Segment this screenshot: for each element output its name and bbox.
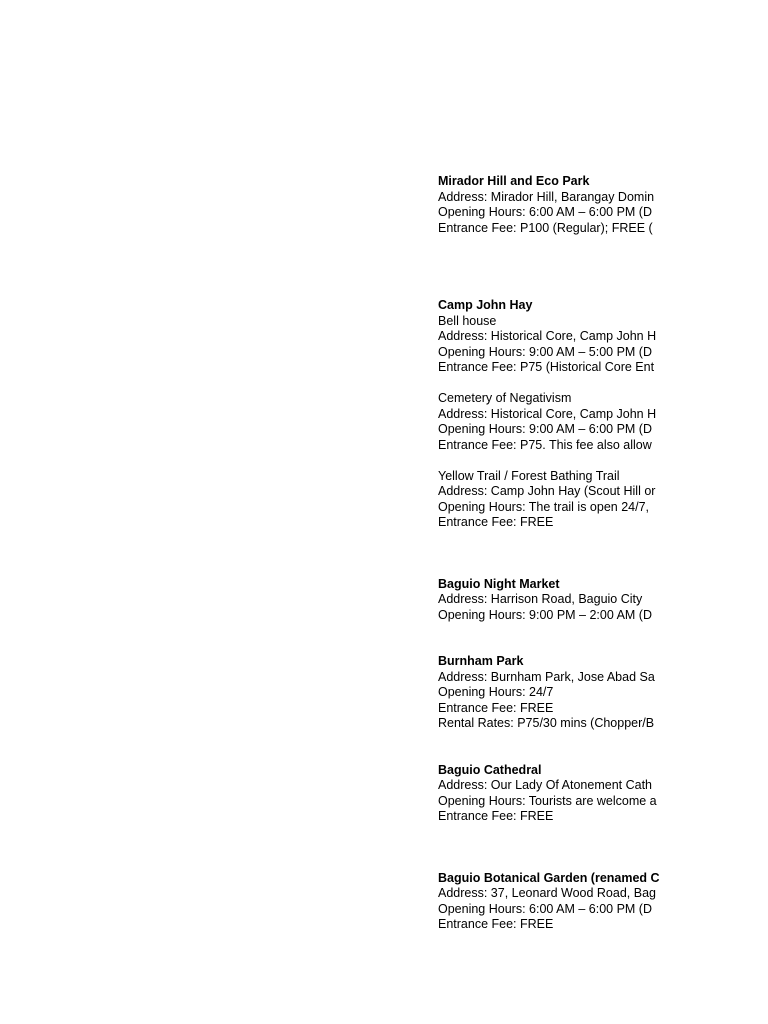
cemetery-hours: Opening Hours: 9:00 AM – 6:00 PM (D <box>438 422 652 436</box>
botanical-hours: Opening Hours: 6:00 AM – 6:00 PM (D <box>438 901 652 916</box>
cemetery-name: Cemetery of Negativism <box>438 391 572 405</box>
burnham-fee: Entrance Fee: FREE <box>438 700 554 715</box>
botanical-address: Address: 37, Leonard Wood Road, Bag <box>438 886 656 900</box>
burnham-address: Address: Burnham Park, Jose Abad Sa <box>438 669 655 684</box>
cathedral-hours: Opening Hours: Tourists are welcome a <box>438 793 657 808</box>
trail-address: Address: Camp John Hay (Scout Hill or <box>438 484 656 498</box>
nightmarket-address: Address: Harrison Road, Baguio City <box>438 592 643 606</box>
burnham-hours: Opening Hours: 24/7 <box>438 685 554 699</box>
bellhouse-hours: Opening Hours: 9:00 AM – 5:00 PM (D <box>438 344 652 359</box>
bellhouse-address: Address: Historical Core, Camp John H <box>438 329 657 343</box>
bellhouse-name: Bell house <box>438 313 497 328</box>
cemetery-address: Address: Historical Core, Camp John H <box>438 406 657 421</box>
section-title-cathedral: Baguio Cathedral <box>438 762 542 777</box>
section-title-nightmarket: Baguio Night Market <box>438 576 560 591</box>
section-title-botanical: Baguio Botanical Garden (renamed C <box>438 870 660 885</box>
document-text-column <box>438 174 660 933</box>
cathedral-fee: Entrance Fee: FREE <box>438 809 554 823</box>
cemetery-fee: Entrance Fee: P75. This fee also allow <box>438 437 652 452</box>
bellhouse-fee: Entrance Fee: P75 (Historical Core Ent <box>438 360 655 374</box>
mirador-fee: Entrance Fee: P100 (Regular); FREE ( <box>438 220 653 235</box>
trail-hours: Opening Hours: The trail is open 24/7, <box>438 499 650 514</box>
nightmarket-hours: Opening Hours: 9:00 PM – 2:00 AM (D <box>438 607 652 622</box>
mirador-hours: Opening Hours: 6:00 AM – 6:00 PM (D <box>438 205 652 219</box>
section-title-mirador: Mirador Hill and Eco Park <box>438 174 590 188</box>
trail-name: Yellow Trail / Forest Bathing Trail <box>438 468 620 483</box>
trail-fee: Entrance Fee: FREE <box>438 515 554 529</box>
section-title-burnham: Burnham Park <box>438 654 524 668</box>
section-title-johnhay: Camp John Hay <box>438 298 533 312</box>
mirador-address: Address: Mirador Hill, Barangay Domin <box>438 189 655 204</box>
burnham-rental: Rental Rates: P75/30 mins (Chopper/B <box>438 716 655 730</box>
botanical-fee: Entrance Fee: FREE <box>438 917 554 931</box>
cathedral-address: Address: Our Lady Of Atonement Cath <box>438 778 653 792</box>
